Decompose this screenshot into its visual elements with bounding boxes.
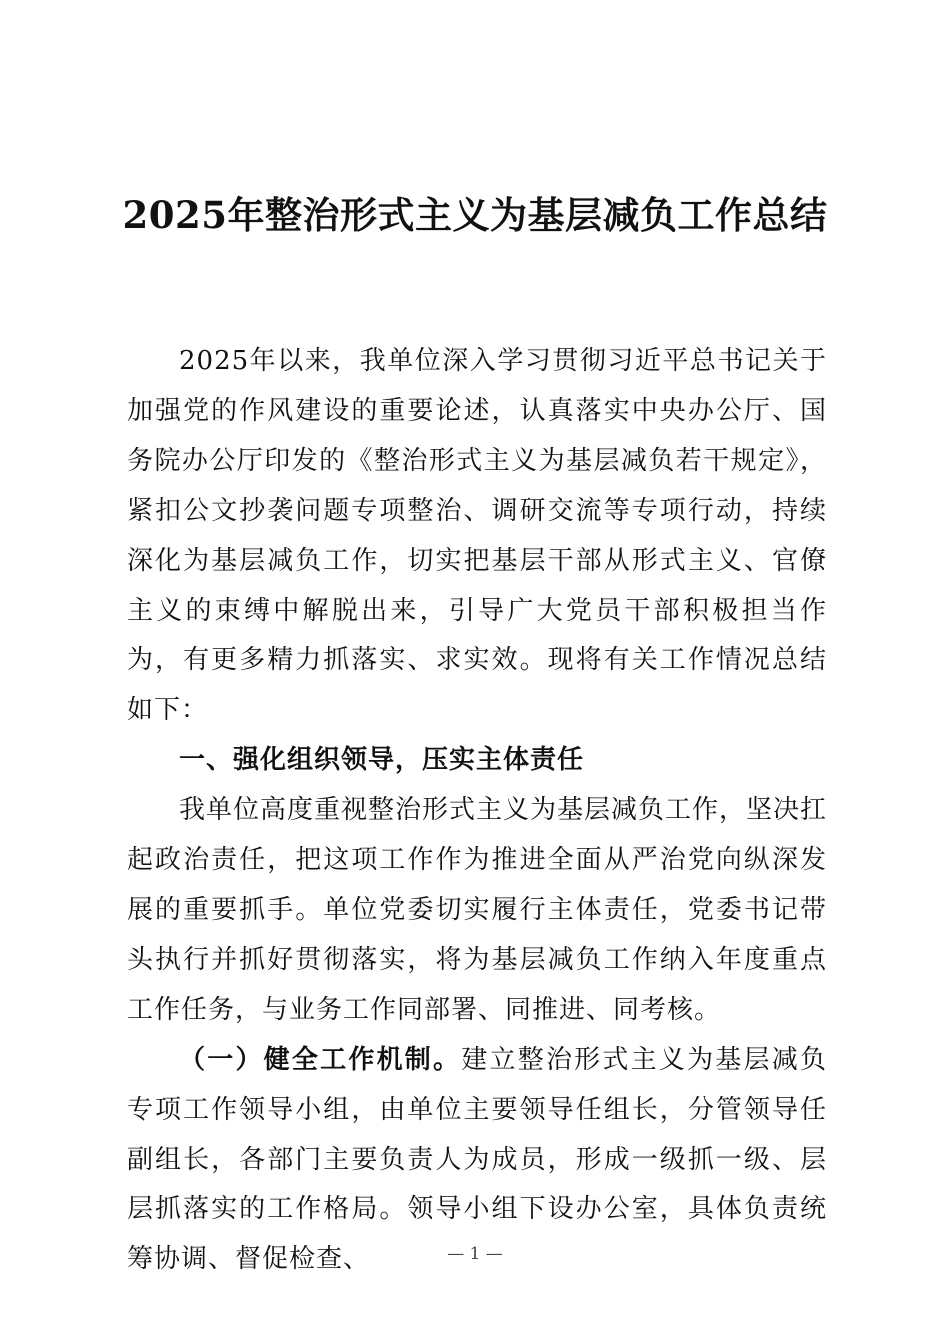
intro-paragraph: 2025年以来，我单位深入学习贯彻习近平总书记关于加强党的作风建设的重要论述，认真落实中央办公厅、国务院办公厅印发的《整治形式主义为基层减负若干规定》，紧扣公文抄袭问题专项整治、调研交流等专项行动，持续深化为基层减负工作，切实把基层干部从形式主义、官僚主义的束缚中解脱出来，引导广大党员干部积极担当作为，有更多精力抓落实、求实效。现将有关工作情况总结如下： [127,346,827,726]
section-heading-1: 一、强化组织领导，压实主体责任 [179,745,585,776]
subsection-1-text: 建立整治形式主义为基层减负专项工作领导小组，由单位主要领导任组长，分管领导任副组长，各部门主要负责人为成员，形成一级抓一级、层层抓落实的工作格局。领导小组下设办公室，具体负责统筹协调、督促检查、 [127,1044,827,1275]
document-body [127,337,827,1285]
subsection-1-lead: （一）健全工作机制。 [179,1044,462,1075]
section-1-paragraph: 我单位高度重视整治形式主义为基层减负工作，坚决扛起政治责任，把这项工作作为推进全面从严治党向纵深发展的重要抓手。单位党委切实履行主体责任，党委书记带头执行并抓好贯彻落实，将为基层减负工作纳入年度重点工作任务，与业务工作同部署、同推进、同考核。 [127,795,828,1025]
document-title: 2025年整治形式主义为基层减负工作总结 [122,193,828,237]
page-number: — 1 — [447,1244,503,1264]
